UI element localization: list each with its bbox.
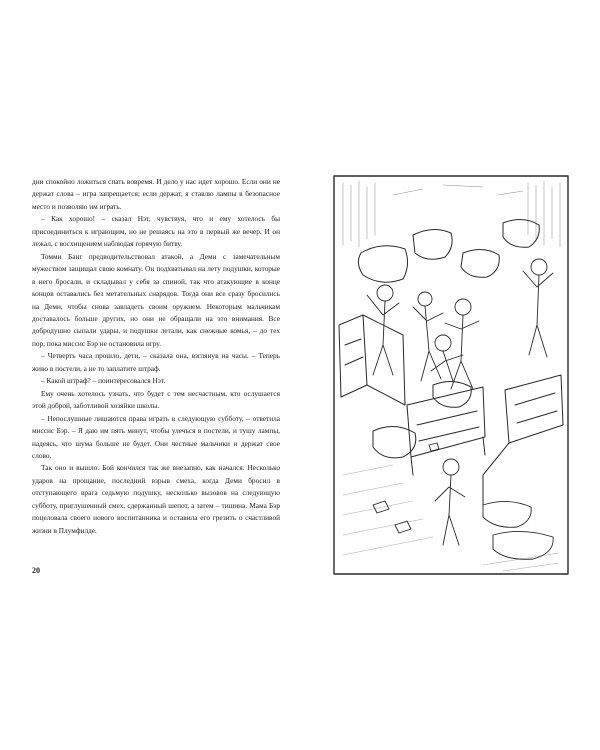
bed-right <box>483 375 563 505</box>
paragraph: Так оно и вышло. Бой кончился так же внезапно, как начался. Несколько ударов на прощание, последний взрыв смеха, когда Деми бросил в отступающего врага седьмую подушку, несколько вызовов на следующую субботу, приглушенный смех, сдержанный шепот, а затем – тишина. Мама Бэр поцеловала своего нового воспитанника и оставила его грезить о счастливой жизни в Плумфилде. <box>32 463 280 535</box>
paragraph: Томми Банг предводительствовал атакой, а Деми с замечательным мужеством защищал свою комнату. Он подхватывал на лету подушки, которые в него бросали, и складывал у себя за спиной, так что атакующие в конце концов оставались без метательных снарядов. Тогда они все сразу бросились на Деми, чтобы снова завладеть своим оружием. Некоторым мальчикам доставалось больше других, но они не обращали на это внимания. Все добродушно сыпали удары, и подушки летали, как снежные комья, – до тех пор, пока миссис Бэр не остановила игру. <box>32 251 280 348</box>
pillow-fight-illustration <box>333 175 569 575</box>
paragraph: – Какой штраф? – поинтересовался Нэт. <box>41 376 166 386</box>
illustration-drawing <box>333 175 569 575</box>
bed-center <box>407 387 485 475</box>
page-number: 20 <box>32 566 40 575</box>
paragraph: дни спокойно ложиться спать вовремя. И дело у нас идет хорошо. Если они не держат слова – игра запрещается; если держат, я ставлю лампы в безопасное место и позволяю им играть. <box>32 177 280 211</box>
text-page <box>32 176 280 586</box>
bed-left <box>339 315 405 405</box>
flying-pillows <box>358 219 539 457</box>
floor-items <box>373 443 553 559</box>
paragraph: – Четверть часа прошло, дети, – сказала она, взглянув на часы. – Теперь живо в постели, а не то заплатите штраф. <box>32 351 280 373</box>
paragraph: Ему очень хотелось узнать, что будет с тем несчастным, кто ослушается этой доброй, заботливой хозяйки школы. <box>32 388 280 411</box>
paragraph: – Как хорошо! – сказал Нэт, чувствуя, что и ему хотелось бы присоединиться к играющим, но не решаясь на это в первый же вечер. И он лежал, с восхищением наблюдая горячую битву. <box>32 214 280 249</box>
paragraph: – Непослушные лишаются права играть в следующую субботу, – ответила миссис Бэр. – Я даю им пять минут, чтобы улечься в постели, и тушу лампы, надеясь, что шума больше не будет. Они честные мальчики и держат свое слово. <box>32 413 280 460</box>
